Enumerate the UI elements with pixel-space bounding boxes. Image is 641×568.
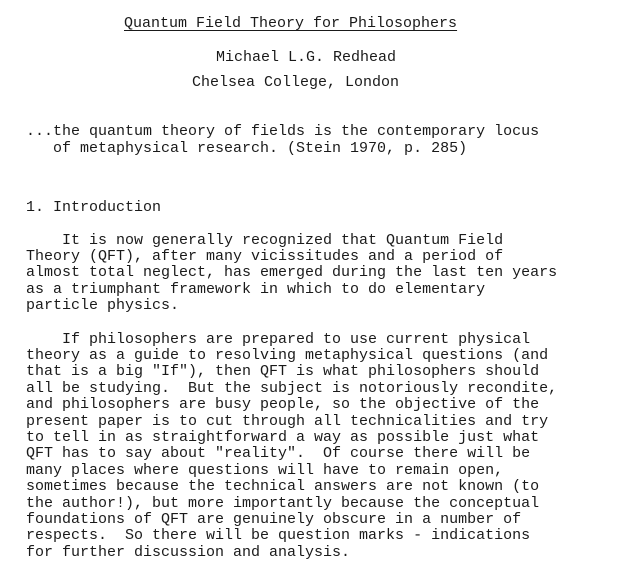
section-heading: 1. Introduction [26,199,162,216]
paragraph-line: and philosophers are busy people, so the objective of the [26,396,540,413]
paragraph-line: foundations of QFT are genuinely obscure in a number of [26,511,522,528]
author-name: Michael L.G. Redhead [216,49,397,66]
epigraph-line: of metaphysical research. (Stein 1970, p. 285) [26,140,468,157]
paragraph-line: to tell in as straightforward a way as possible just what [26,429,540,446]
paragraph-line: If philosophers are prepared to use current physical [26,331,531,348]
paragraph-line: Theory (QFT), after many vicissitudes and a period of [26,248,504,265]
paragraph-line: respects. So there will be question marks - indications [26,527,531,544]
paragraph-line: many places where questions will have to remain open, [26,462,504,479]
paragraph-line: theory as a guide to resolving metaphysical questions (and [26,347,549,364]
paragraph-line: all be studying. But the subject is notoriously recondite, [26,380,558,397]
paragraph-line: QFT has to say about "reality". Of course there will be [26,445,531,462]
paragraph-line: as a triumphant framework in which to do elementary [26,281,486,298]
paragraph-line: that is a big "If"), then QFT is what philosophers should [26,363,540,380]
paragraph-line: almost total neglect, has emerged during the last ten years [26,264,558,281]
epigraph-line: ...the quantum theory of fields is the contemporary locus [26,123,540,140]
paragraph-line: particle physics. [26,297,180,314]
paragraph-line: the author!), but more importantly because the conceptual [26,495,540,512]
paragraph-line: for further discussion and analysis. [26,544,351,561]
paragraph-line: It is now generally recognized that Quantum Field [26,232,504,249]
paper-title: Quantum Field Theory for Philosophers [124,15,458,32]
paragraph-line: present paper is to cut through all technicalities and try [26,413,549,430]
paragraph-line: sometimes because the technical answers are not known (to [26,478,540,495]
author-affiliation: Chelsea College, London [192,74,400,91]
